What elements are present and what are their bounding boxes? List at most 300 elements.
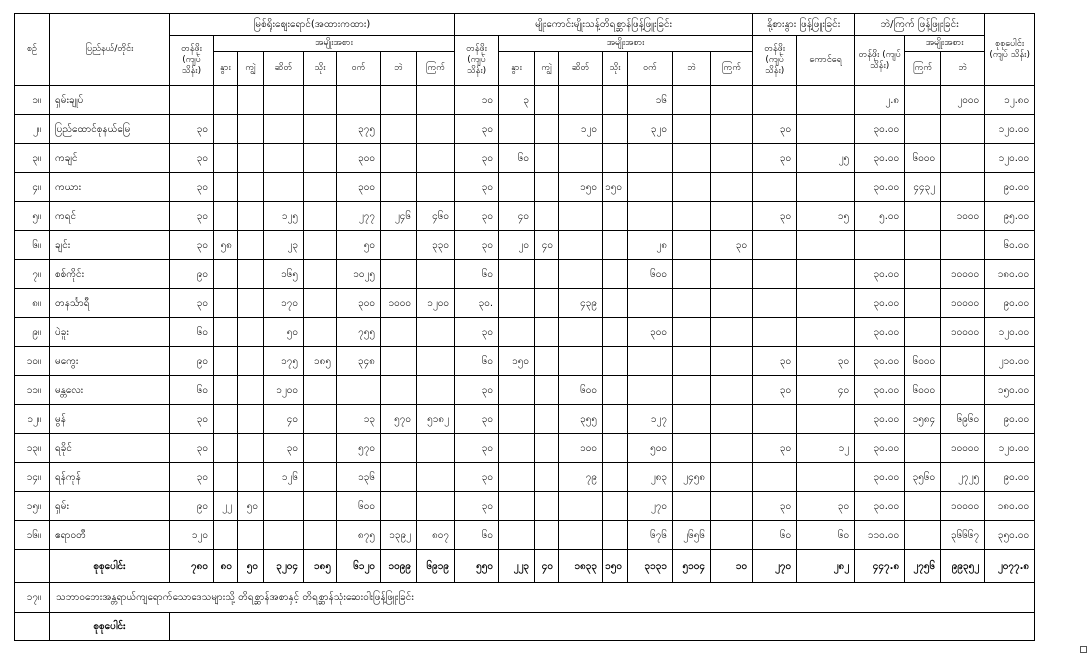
note-row xyxy=(15,583,1035,613)
row-cell: ၃၆၆၆၇ xyxy=(941,521,985,550)
row-cell xyxy=(603,289,628,318)
table-row xyxy=(15,347,1035,376)
row-cell: ၃ xyxy=(499,86,535,115)
row-cell: ၁၆ xyxy=(628,86,673,115)
row-cell xyxy=(214,144,238,173)
row-number: ၁၀။ xyxy=(15,347,50,376)
row-cell xyxy=(264,492,304,521)
row-cell xyxy=(711,86,753,115)
row-region: မွန် xyxy=(50,405,170,434)
row-cell xyxy=(499,115,535,144)
header-g4-col: ကြက် xyxy=(905,52,941,86)
row-cell: ၈၀၇ xyxy=(417,521,455,550)
row-cell xyxy=(499,376,535,405)
row-cell xyxy=(559,86,603,115)
row-cell xyxy=(711,405,753,434)
row-cell xyxy=(304,231,337,260)
note-number: ၁၇။ xyxy=(15,583,50,613)
row-number: ၁၄။ xyxy=(15,463,50,492)
row-cell xyxy=(304,144,337,173)
grand-label: စုစုပေါင်း xyxy=(50,613,170,641)
row-cell xyxy=(238,86,264,115)
row-cell xyxy=(603,521,628,550)
row-cell xyxy=(797,231,855,260)
row-cell: ၁၁၀.၀၀ xyxy=(855,521,905,550)
table-row xyxy=(15,318,1035,347)
row-cell: ၂၄၅၈ xyxy=(673,463,711,492)
row-cell: ၉၀ xyxy=(170,347,214,376)
row-cell xyxy=(417,434,455,463)
row-cell: ၁၅ xyxy=(797,202,855,231)
row-cell: ၁၀ xyxy=(455,86,499,115)
row-cell xyxy=(238,463,264,492)
row-cell xyxy=(417,347,455,376)
row-number: ၁၅။ xyxy=(15,492,50,521)
row-cell: ၄၀ xyxy=(264,405,304,434)
row-cell: ၂၄၆ xyxy=(381,202,417,231)
row-cell: ၉၀ xyxy=(170,492,214,521)
grand-blank xyxy=(15,613,50,641)
row-cell xyxy=(214,521,238,550)
row-cell: ၇၉ xyxy=(559,463,603,492)
row-cell: ၃၀.၀၀ xyxy=(855,492,905,521)
table-body xyxy=(15,86,1035,641)
row-cell: ၆၉၆၀ xyxy=(941,405,985,434)
row-cell xyxy=(381,144,417,173)
total-cell: ၂၇၅၆ xyxy=(905,550,941,583)
row-region: ချင်း xyxy=(50,231,170,260)
row-number: ၂။ xyxy=(15,115,50,144)
row-cell xyxy=(603,463,628,492)
row-cell xyxy=(535,115,559,144)
row-number: ၅။ xyxy=(15,202,50,231)
row-cell xyxy=(753,318,797,347)
row-cell: ၂၂ xyxy=(214,492,238,521)
row-cell xyxy=(304,115,337,144)
row-cell: ၁၂၇ xyxy=(628,405,673,434)
row-cell xyxy=(711,463,753,492)
row-cell xyxy=(797,86,855,115)
row-region: ပြည်ထောင်စုနယ်မြေ xyxy=(50,115,170,144)
header-amount-1: တန်ဖိုး (ကျပ် သိန်း) xyxy=(170,36,214,86)
header-group-4: ဘဲ/ကြက် ဖြန့်ဖြူးခြင်း xyxy=(855,14,985,36)
row-cell: ၂၅ xyxy=(797,144,855,173)
row-cell: ၆၀၀၀ xyxy=(905,376,941,405)
row-cell: ၂၃ xyxy=(264,231,304,260)
row-cell xyxy=(304,260,337,289)
row-cell: ၃၄၈ xyxy=(337,347,381,376)
row-cell: ၁၃ xyxy=(337,405,381,434)
table-row xyxy=(15,463,1035,492)
row-cell xyxy=(905,492,941,521)
total-cell: ၈၀ xyxy=(214,550,238,583)
row-cell: ၂၇၀ xyxy=(628,492,673,521)
row-cell xyxy=(535,173,559,202)
row-cell xyxy=(711,289,753,318)
row-cell xyxy=(797,318,855,347)
row-region: ရှမ်း xyxy=(50,492,170,521)
row-cell xyxy=(711,521,753,550)
row-cell xyxy=(238,434,264,463)
row-cell xyxy=(337,86,381,115)
row-cell xyxy=(214,434,238,463)
table-row xyxy=(15,231,1035,260)
row-cell xyxy=(673,202,711,231)
row-cell: ၁၀၀၀၀ xyxy=(941,260,985,289)
row-cell: ၅၇၀ xyxy=(381,405,417,434)
row-cell xyxy=(238,376,264,405)
row-cell: ၃၀ xyxy=(264,434,304,463)
row-cell: ၃၀ xyxy=(753,202,797,231)
row-cell: ၁၂၀ xyxy=(559,115,603,144)
row-cell xyxy=(941,144,985,173)
row-region: မန္တလေး xyxy=(50,376,170,405)
row-number: ၁၃။ xyxy=(15,434,50,463)
header-g1-col: ဆိတ် xyxy=(264,52,304,86)
table-row xyxy=(15,115,1035,144)
row-cell xyxy=(559,492,603,521)
row-cell: ၂၇၂၅ xyxy=(941,463,985,492)
row-cell: ၅၇၀ xyxy=(337,434,381,463)
row-cell xyxy=(603,434,628,463)
row-cell: ၆၀ xyxy=(455,260,499,289)
header-g1-col: နွား xyxy=(214,52,238,86)
row-cell: ၃၀ xyxy=(797,347,855,376)
row-cell: ၅၀ xyxy=(264,318,304,347)
row-cell xyxy=(941,115,985,144)
total-cell: ၁၀၉၉ xyxy=(381,550,417,583)
row-cell xyxy=(673,318,711,347)
row-cell: ၁၀၀၀၀ xyxy=(941,289,985,318)
header-g1-col: ဝက် xyxy=(337,52,381,86)
header-amount-3: တန်ဖိုး (ကျပ် သိန်း) xyxy=(753,36,797,86)
livestock-distribution-table xyxy=(14,13,1035,641)
row-cell xyxy=(673,434,711,463)
row-cell xyxy=(711,347,753,376)
row-cell: ၁၂၀.၀၀ xyxy=(985,318,1035,347)
total-cell: ၄၄၇.၈ xyxy=(855,550,905,583)
row-cell: ၁၈၀.၀၀ xyxy=(985,260,1035,289)
row-number: ၈။ xyxy=(15,289,50,318)
row-cell xyxy=(417,376,455,405)
row-cell xyxy=(941,376,985,405)
row-cell xyxy=(499,173,535,202)
row-cell xyxy=(628,289,673,318)
row-number: ၁။ xyxy=(15,86,50,115)
row-cell: ၂၈၃ xyxy=(628,463,673,492)
row-cell xyxy=(535,376,559,405)
row-cell xyxy=(304,434,337,463)
total-cell: ၃၁၃၁ xyxy=(628,550,673,583)
row-cell: ၂၀ xyxy=(499,231,535,260)
row-cell xyxy=(381,492,417,521)
row-cell xyxy=(238,202,264,231)
header-g2-col: ဘဲ xyxy=(673,52,711,86)
row-cell xyxy=(628,144,673,173)
row-cell: ၃၀.၀၀ xyxy=(855,405,905,434)
row-cell: ၁၀၀၀၀ xyxy=(941,434,985,463)
row-cell xyxy=(559,231,603,260)
header-g2-col: နွား xyxy=(499,52,535,86)
row-cell: ၃၀.၀၀ xyxy=(855,260,905,289)
row-region: ကရင် xyxy=(50,202,170,231)
row-cell xyxy=(673,289,711,318)
row-cell: ၃၅၆၀ xyxy=(905,463,941,492)
row-cell: ၇၅၅ xyxy=(337,318,381,347)
row-cell xyxy=(753,463,797,492)
row-cell xyxy=(214,289,238,318)
header-g1-col: ဘဲ xyxy=(381,52,417,86)
row-cell: ၆၀ xyxy=(455,521,499,550)
header-group-2: မျိုးကောင်းမျိုးသန့်တိရစ္ဆာန်ဖြန့်ဖြူးခြင်း xyxy=(455,14,753,36)
row-cell xyxy=(905,86,941,115)
row-number: ၁၁။ xyxy=(15,376,50,405)
row-cell: ၃၀ xyxy=(753,434,797,463)
row-cell xyxy=(711,173,753,202)
row-cell xyxy=(673,144,711,173)
row-cell xyxy=(711,260,753,289)
row-cell xyxy=(381,231,417,260)
grand-empty xyxy=(170,613,1035,641)
table-row xyxy=(15,86,1035,115)
row-cell xyxy=(535,492,559,521)
row-cell xyxy=(304,289,337,318)
row-cell xyxy=(264,144,304,173)
header-kinds-4: အမျိုးအစား xyxy=(905,36,985,52)
row-cell: ၃၀.၀၀ xyxy=(855,463,905,492)
row-cell: ၉၀.၀၀ xyxy=(985,405,1035,434)
row-cell: ၁၀၂၅ xyxy=(337,260,381,289)
row-cell xyxy=(941,347,985,376)
table-row xyxy=(15,202,1035,231)
row-cell xyxy=(603,347,628,376)
row-cell: ၃၀၀ xyxy=(337,173,381,202)
header-dairy-count: ကောင်ရေ xyxy=(797,36,855,86)
row-cell: ၅၈ xyxy=(214,231,238,260)
row-cell: ၁၆၅ xyxy=(264,260,304,289)
row-number: ၁၆။ xyxy=(15,521,50,550)
row-cell xyxy=(417,86,455,115)
row-cell: ၃၀ xyxy=(753,492,797,521)
row-region: ဧရာဝတီ xyxy=(50,521,170,550)
row-cell: ၉၅.၀၀ xyxy=(985,202,1035,231)
row-cell: ၃၀. xyxy=(455,289,499,318)
row-cell xyxy=(905,318,941,347)
row-region: ရခိုင် xyxy=(50,434,170,463)
row-cell: ၄၆၀ xyxy=(417,202,455,231)
row-cell xyxy=(238,318,264,347)
row-cell: ၂၈ xyxy=(628,231,673,260)
row-cell xyxy=(753,86,797,115)
row-cell xyxy=(214,405,238,434)
row-cell: ၁၂ xyxy=(797,434,855,463)
total-cell: ၇၈၀ xyxy=(170,550,214,583)
row-cell xyxy=(603,260,628,289)
row-cell: ၃၅၅ xyxy=(559,405,603,434)
row-cell: ၃၀ xyxy=(455,405,499,434)
total-cell: ၉၉၃၅၂ xyxy=(941,550,985,583)
header-total: စုစုပေါင်း (ကျပ် သိန်း) xyxy=(985,14,1035,86)
row-cell: ၃၀.၀၀ xyxy=(855,434,905,463)
row-cell xyxy=(603,144,628,173)
row-region: ရန်ကုန် xyxy=(50,463,170,492)
row-cell: ၁၂၀ xyxy=(170,521,214,550)
row-cell xyxy=(304,318,337,347)
row-cell xyxy=(797,289,855,318)
row-cell: ၃၀ xyxy=(455,463,499,492)
row-cell: ၄၄၃၂ xyxy=(905,173,941,202)
row-cell xyxy=(905,231,941,260)
row-cell: ၄၃၉ xyxy=(559,289,603,318)
row-cell xyxy=(711,115,753,144)
row-cell: ၈၇၅ xyxy=(337,521,381,550)
row-cell: ၃၂၀ xyxy=(628,115,673,144)
row-cell xyxy=(559,347,603,376)
row-cell: ၃၀ xyxy=(455,492,499,521)
row-cell xyxy=(603,115,628,144)
row-number: ၃။ xyxy=(15,144,50,173)
row-cell: ၁၂၀.၀၀ xyxy=(985,144,1035,173)
row-cell: ၆၀.၀၀ xyxy=(985,231,1035,260)
table-row xyxy=(15,260,1035,289)
row-region: ရှမ်းချုပ် xyxy=(50,86,170,115)
row-cell xyxy=(381,260,417,289)
row-cell xyxy=(214,347,238,376)
row-cell: ၂.၈ xyxy=(855,86,905,115)
row-cell: ၁၂၆ xyxy=(264,463,304,492)
row-cell: ၁၈၅ xyxy=(304,347,337,376)
row-cell xyxy=(214,115,238,144)
row-cell: ၃၀.၀၀ xyxy=(855,318,905,347)
row-cell: ၃၀ xyxy=(753,376,797,405)
row-cell: ၁၅၀ xyxy=(603,173,628,202)
row-cell xyxy=(673,347,711,376)
row-cell xyxy=(711,318,753,347)
row-cell xyxy=(264,86,304,115)
row-cell: ၆၀ xyxy=(753,521,797,550)
row-cell xyxy=(499,260,535,289)
row-cell xyxy=(673,173,711,202)
table-row xyxy=(15,405,1035,434)
header-kinds-2: အမျိုးအစား xyxy=(499,36,753,52)
row-cell: ၃၀ xyxy=(797,492,855,521)
row-cell xyxy=(304,202,337,231)
row-cell xyxy=(214,173,238,202)
row-cell xyxy=(603,318,628,347)
table-row xyxy=(15,521,1035,550)
row-cell xyxy=(535,86,559,115)
row-cell xyxy=(753,231,797,260)
row-cell xyxy=(797,115,855,144)
row-cell xyxy=(711,376,753,405)
row-cell xyxy=(673,492,711,521)
row-cell xyxy=(603,405,628,434)
row-cell xyxy=(559,202,603,231)
row-cell: ၃၀ xyxy=(170,405,214,434)
row-cell: ၃၀.၀၀ xyxy=(855,347,905,376)
row-cell xyxy=(855,231,905,260)
row-cell: ၃၀ xyxy=(170,173,214,202)
header-g1-col: သိုး xyxy=(304,52,337,86)
row-cell: ၉၀ xyxy=(170,260,214,289)
row-cell: ၃၀.၀၀ xyxy=(855,289,905,318)
row-number: ၁၂။ xyxy=(15,405,50,434)
row-cell: ၆၇၆ xyxy=(628,521,673,550)
row-cell: ၃၀ xyxy=(170,115,214,144)
row-cell xyxy=(214,463,238,492)
row-cell: ၃၀ xyxy=(455,318,499,347)
row-cell xyxy=(381,318,417,347)
row-region: စစ်ကိုင်း xyxy=(50,260,170,289)
row-cell: ၁၅၀ xyxy=(559,173,603,202)
row-cell xyxy=(417,115,455,144)
row-number: ၆။ xyxy=(15,231,50,260)
row-cell: ၃၀ xyxy=(455,144,499,173)
row-cell: ၉၀.၀၀ xyxy=(985,173,1035,202)
row-cell: ၆၀၀ xyxy=(628,260,673,289)
header-amount-4: တန်ဖိုး (ကျပ် သိန်း) xyxy=(855,36,905,86)
row-cell: ၁၈၀.၀၀ xyxy=(985,492,1035,521)
row-cell xyxy=(417,173,455,202)
row-cell xyxy=(214,260,238,289)
row-cell: ၃၀ xyxy=(455,115,499,144)
row-cell xyxy=(264,521,304,550)
header-g4-col: ဘဲ xyxy=(941,52,985,86)
header-no: စဉ် xyxy=(15,14,50,86)
row-cell xyxy=(381,86,417,115)
row-cell xyxy=(238,289,264,318)
total-cell: ၆၁၂၀ xyxy=(337,550,381,583)
row-cell: ၄၀ xyxy=(535,231,559,260)
grand-total-row xyxy=(15,613,1035,641)
total-row xyxy=(15,550,1035,583)
row-cell: ၃၀ xyxy=(455,231,499,260)
row-cell xyxy=(499,405,535,434)
row-cell xyxy=(941,231,985,260)
row-cell xyxy=(499,318,535,347)
total-cell: ၁၈၅ xyxy=(304,550,337,583)
total-cell: ၄၀ xyxy=(535,550,559,583)
row-cell xyxy=(797,173,855,202)
header-kinds-1: အမျိုးအစား xyxy=(214,36,455,52)
total-cell: ၂၂၃ xyxy=(499,550,535,583)
total-cell: ၂၀၇၇.၈ xyxy=(985,550,1035,583)
row-cell xyxy=(628,347,673,376)
note-text: သဘာဝဘေးအန္တရာယ်ကျရောက်သောဒေသများသို့ တိရစ္ဆာန်အစာနှင့် တိရစ္ဆာန်သုံးဆေးဝါးဖြန့်ဖြူးခြင်း xyxy=(50,583,1035,613)
row-cell xyxy=(381,347,417,376)
total-label: စုစုပေါင်း xyxy=(50,550,170,583)
row-cell xyxy=(711,144,753,173)
row-cell xyxy=(535,260,559,289)
row-cell: ၃၀ xyxy=(455,376,499,405)
resize-handle[interactable] xyxy=(1080,646,1087,653)
row-cell: ၆၀၀၀ xyxy=(905,347,941,376)
row-cell: ၃၀ xyxy=(170,463,214,492)
row-cell xyxy=(905,115,941,144)
row-cell xyxy=(673,86,711,115)
row-cell xyxy=(381,434,417,463)
row-cell xyxy=(499,463,535,492)
row-cell: ၃၀ xyxy=(170,231,214,260)
table-row xyxy=(15,173,1035,202)
row-cell xyxy=(603,202,628,231)
row-cell: ၆၀၀ xyxy=(559,376,603,405)
row-cell xyxy=(797,463,855,492)
row-cell xyxy=(238,144,264,173)
row-cell xyxy=(304,492,337,521)
header-group-1: မြစ်ရိုးဈေးရောင်(အထားကထား) xyxy=(170,14,455,36)
row-cell: ၆၀ xyxy=(797,521,855,550)
